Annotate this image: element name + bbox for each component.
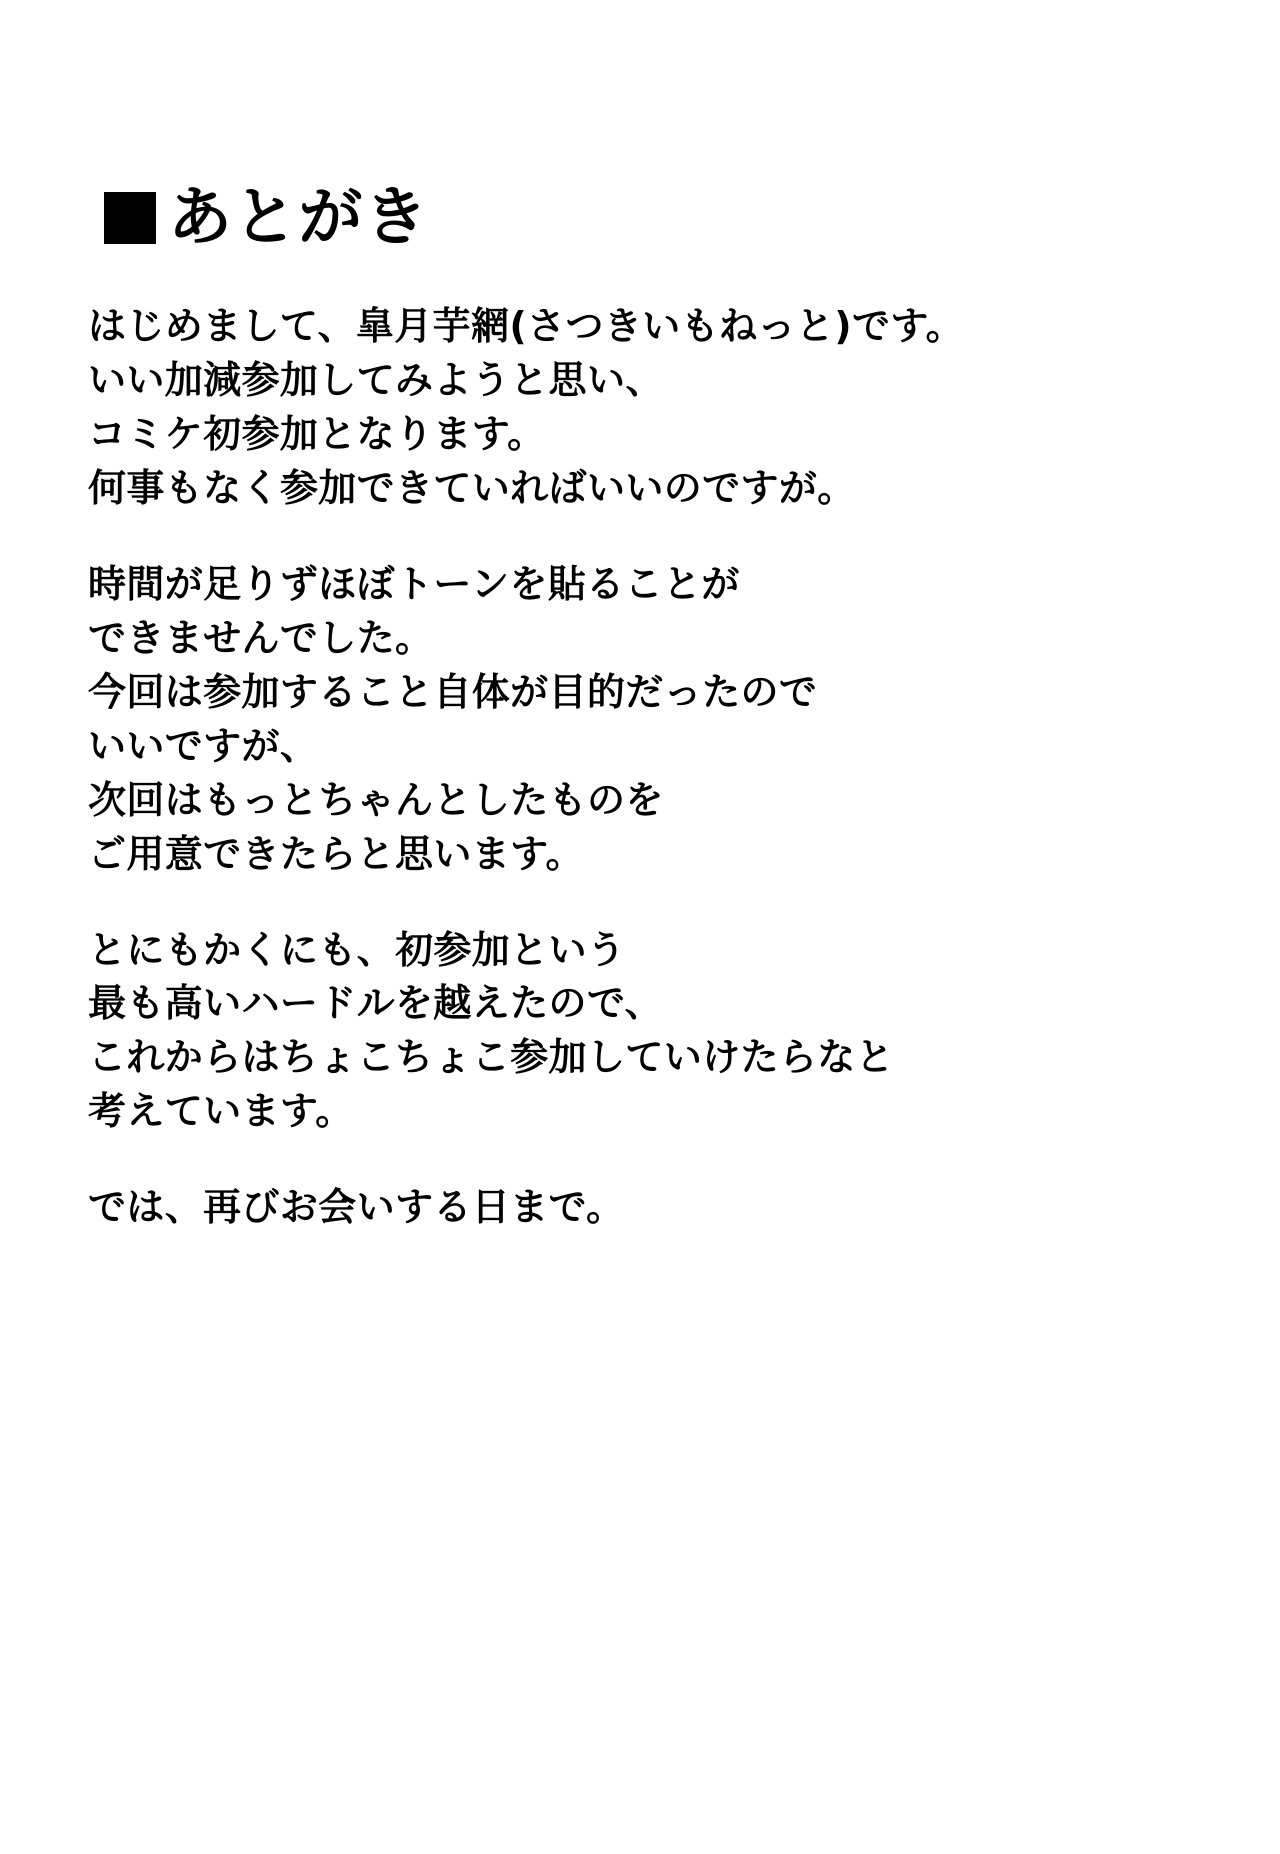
text-line: 次回はもっとちゃんとしたものを xyxy=(88,777,664,822)
text-line: とにもかくにも、初参加という xyxy=(88,927,626,972)
afterword-body xyxy=(88,300,1188,1235)
paragraph xyxy=(88,558,1188,882)
text-line: これからはちょこちょこ参加していけたらなと xyxy=(88,1035,894,1080)
text-line: はじめまして、皐月芋網(さつきいもねっと)です。 xyxy=(88,304,965,348)
text-line: 最も高いハードルを越えたので、 xyxy=(88,981,663,1026)
text-line: では、再びお会いする日まで。 xyxy=(88,1185,625,1230)
text-line: ご用意できたらと思います。 xyxy=(88,831,584,876)
paragraph xyxy=(88,924,1188,1140)
text-line: 時間が足りずほぼトーンを貼ることが xyxy=(88,561,740,606)
text-line: できませんでした。 xyxy=(88,615,434,660)
text-line: いいですが、 xyxy=(88,723,319,768)
paragraph xyxy=(88,1181,1188,1235)
text-line: 何事もなく参加できていればいいのですが。 xyxy=(88,465,856,510)
text-line: いい加減参加してみようと思い、 xyxy=(88,357,664,402)
text-line: コミケ初参加となります。 xyxy=(88,411,546,456)
text-line: 今回は参加すること自体が目的だったので xyxy=(88,669,818,714)
text-line: 考えています。 xyxy=(88,1089,354,1134)
page-title xyxy=(104,181,430,255)
page-title-text: あとがき xyxy=(168,181,430,255)
paragraph xyxy=(88,300,1188,516)
filled-square-icon xyxy=(104,192,156,244)
